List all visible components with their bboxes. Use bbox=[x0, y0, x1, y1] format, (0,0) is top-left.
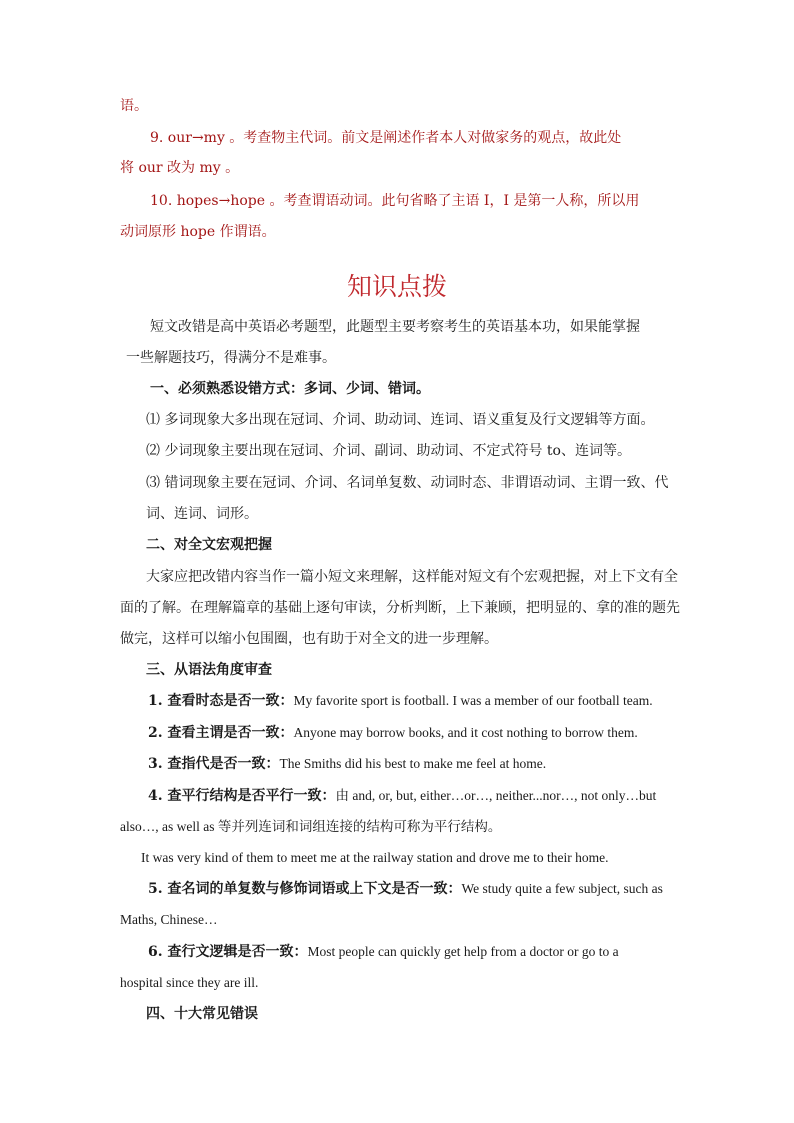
part3-item1-text: My favorite sport is football. I was a member of our football team. bbox=[293, 693, 653, 708]
part3-item5-text: We study quite a few subject, such as bbox=[461, 881, 663, 896]
intro-line2: 一些解题技巧，得满分不是难事。 bbox=[126, 350, 336, 366]
part3-item6-text: Most people can quickly get help from a doctor or go to a bbox=[307, 944, 619, 959]
part3-item2-text: Anyone may borrow books, and it cost nothing to borrow them. bbox=[293, 725, 638, 740]
part1-point2: ⑵ 少词现象主要出现在冠词、介词、副词、助动词、不定式符号 to、连词等。 bbox=[146, 443, 631, 459]
answer-item-9-line2: 将 our 改为 my 。 bbox=[120, 160, 240, 176]
part1-point3-line1: ⑶ 错词现象主要在冠词、介词、名词单复数、动词时态、非谓语动词、主谓一致、代 bbox=[146, 475, 669, 491]
part3-item2-label: 2. 查看主谓是否一致： bbox=[148, 725, 294, 741]
answer-item-10-line2: 动词原形 hope 作谓语。 bbox=[120, 224, 276, 240]
answer-line-ending: 语。 bbox=[120, 98, 148, 114]
part3-item4-text: 由 and, or, but, either…or…, neither...nor…, not only…but bbox=[335, 788, 657, 803]
part1-point3-line2: 词、连词、词形。 bbox=[146, 506, 258, 522]
part3-item6-label: 6. 查行文逻辑是否一致： bbox=[148, 944, 308, 960]
part1-heading: 一、必须熟悉设错方式：多词、少词、错词。 bbox=[150, 381, 430, 397]
part4-heading: 四、十大常见错误 bbox=[146, 1006, 258, 1022]
part3-item4-line2: also…, as well as 等并列连词和词组连接的结构可称为平行结构。 bbox=[120, 819, 502, 834]
part2-line1: 大家应把改错内容当作一篇小短文来理解，这样能对短文有个宏观把握，对上下文有全 bbox=[146, 569, 678, 585]
answer-item-9-line1: 9. our→my 。考查物主代词。前文是阐述作者本人对做家务的观点，故此处 bbox=[150, 130, 622, 146]
part3-item3 bbox=[148, 754, 546, 774]
part3-item5-line2: Maths, Chinese… bbox=[120, 912, 218, 927]
part3-item6-line2: hospital since they are ill. bbox=[120, 975, 259, 990]
part2-heading: 二、对全文宏观把握 bbox=[146, 537, 272, 553]
part3-item6-line1 bbox=[148, 942, 619, 962]
part3-item3-text: The Smiths did his best to make me feel at home. bbox=[279, 756, 547, 771]
part1-point1: ⑴ 多词现象大多出现在冠词、介词、助动词、连词、语义重复及行文逻辑等方面。 bbox=[146, 412, 655, 428]
part2-line3: 做完，这样可以缩小包围圈，也有助于对全文的进一步理解。 bbox=[120, 631, 498, 647]
part3-item5-line1 bbox=[148, 879, 663, 899]
part3-item1-label: 1. 查看时态是否一致： bbox=[148, 693, 294, 709]
part3-item4-line1 bbox=[148, 786, 656, 806]
part3-item5-label: 5. 查名词的单复数与修饰词语或上下文是否一致： bbox=[148, 881, 462, 897]
answer-item-10-line1: 10. hopes→hope 。考查谓语动词。此句省略了主语 I，I 是第一人称，所以用 bbox=[150, 193, 640, 209]
part3-item2 bbox=[148, 723, 638, 743]
part3-item3-label: 3. 查指代是否一致： bbox=[148, 756, 280, 772]
intro-line1: 短文改错是高中英语必考题型，此题型主要考察考生的英语基本功，如果能掌握 bbox=[150, 319, 640, 335]
section-title: 知识点拨 bbox=[346, 272, 447, 301]
part3-item4-label: 4. 查平行结构是否平行一致： bbox=[148, 788, 336, 804]
part3-item1 bbox=[148, 691, 653, 711]
part3-item4-example: It was very kind of them to meet me at the railway station and drove me to their home. bbox=[141, 850, 609, 865]
part3-heading: 三、从语法角度审查 bbox=[146, 662, 272, 678]
part2-line2: 面的了解。在理解篇章的基础上逐句审读，分析判断，上下兼顾，把明显的、拿的准的题先 bbox=[120, 600, 680, 616]
